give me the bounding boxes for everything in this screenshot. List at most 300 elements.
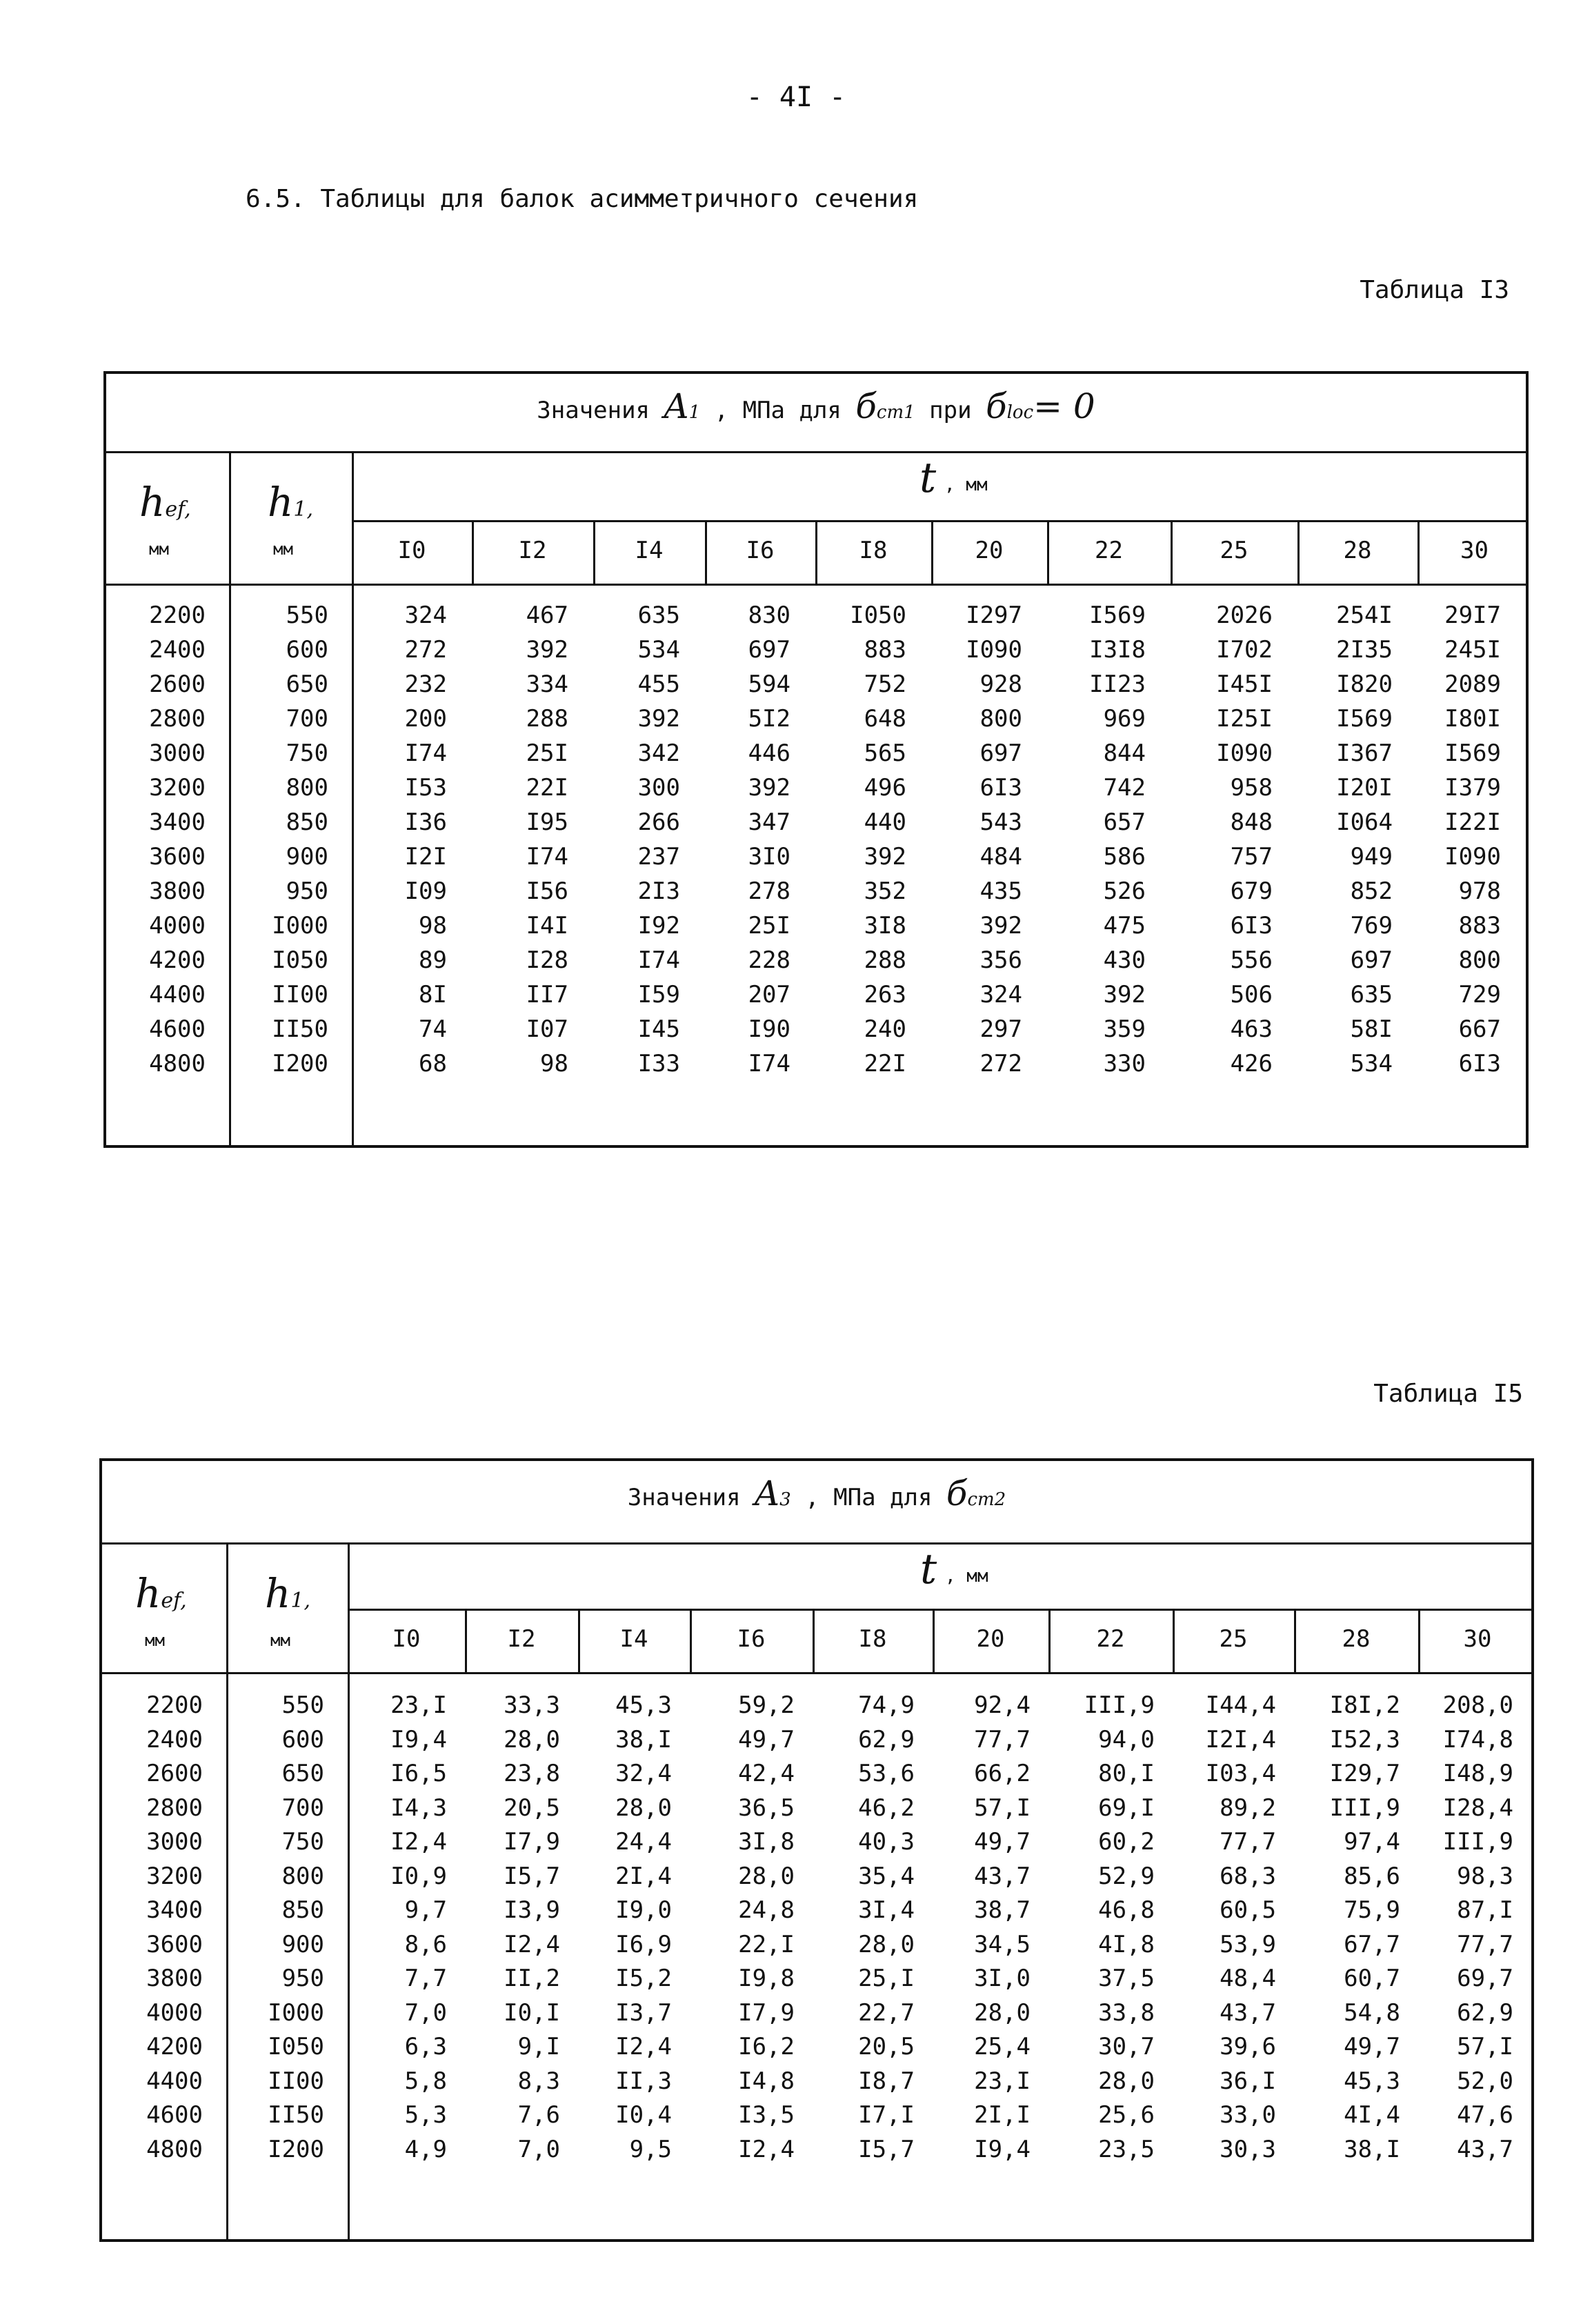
cell-value: 648: [864, 705, 906, 733]
cell-value: I8,7: [858, 2067, 915, 2095]
cell-h1: I000: [272, 912, 328, 940]
cell-value: I4,3: [390, 1794, 447, 1822]
cell-value: 43,7: [974, 1862, 1031, 1890]
cell-hef: 2600: [149, 671, 206, 698]
cell-value: I90: [748, 1015, 790, 1043]
cell-value: 4I,8: [1098, 1930, 1155, 1958]
cell-value: 25I: [748, 912, 790, 940]
cell-value: 475: [1103, 912, 1146, 940]
cell-value: 342: [637, 739, 680, 767]
cell-value: 278: [748, 877, 790, 905]
cell-value: I0,9: [390, 1862, 447, 1890]
cell-value: I53: [404, 774, 447, 802]
cell-value: I820: [1336, 671, 1393, 698]
cell-value: 742: [1103, 774, 1146, 802]
cell-h1: 650: [281, 1760, 324, 1787]
cell-value: 347: [748, 808, 790, 836]
cell-value: 928: [979, 671, 1022, 698]
cell-value: 263: [864, 981, 906, 1009]
cell-value: 52,9: [1098, 1862, 1155, 1890]
cell-value: 2I,I: [974, 2101, 1031, 2129]
cell-value: 22I: [864, 1050, 906, 1077]
cell-value: 667: [1458, 1015, 1501, 1043]
column-header-t: I2: [507, 1625, 536, 1653]
cell-h1: I200: [268, 2135, 324, 2163]
cell-value: I45: [637, 1015, 680, 1043]
cell-value: 25,4: [974, 2033, 1031, 2060]
cell-h1: 750: [281, 1828, 324, 1856]
cell-value: 28,0: [615, 1794, 672, 1822]
cell-value: 356: [979, 946, 1022, 974]
column-header-t: 30: [1463, 1625, 1492, 1653]
cell-value: 24,8: [738, 1896, 795, 1924]
cell-value: 679: [1230, 877, 1273, 905]
cell-value: I95: [526, 808, 568, 836]
cell-value: 4I,4: [1344, 2101, 1400, 2129]
cell-value: I569: [1336, 705, 1393, 733]
cell-hef: 2800: [149, 705, 206, 733]
cell-value: I59: [637, 981, 680, 1009]
cell-value: 37,5: [1098, 1965, 1155, 1992]
cell-value: 6,3: [404, 2033, 447, 2060]
cell-value: I3I8: [1089, 636, 1146, 664]
cell-value: I064: [1336, 808, 1393, 836]
cell-value: I050: [850, 602, 906, 629]
cell-value: 43,7: [1220, 1998, 1276, 2027]
cell-value: 3I,4: [858, 1896, 915, 1924]
cell-h1: 550: [286, 602, 328, 629]
cell-value: 25,6: [1098, 2101, 1155, 2129]
cell-value: 208,0: [1442, 1691, 1513, 1719]
cell-value: 69,7: [1457, 1965, 1513, 1992]
cell-value: 52,0: [1457, 2067, 1513, 2095]
cell-value: 883: [1458, 912, 1501, 940]
cell-value: 54,8: [1344, 1998, 1400, 2027]
column-header-t: 28: [1342, 1625, 1371, 1653]
cell-value: 844: [1103, 739, 1146, 767]
cell-value: 6I3: [1230, 912, 1273, 940]
cell-value: 228: [748, 946, 790, 974]
cell-h1: 550: [281, 1691, 324, 1719]
cell-value: 969: [1103, 705, 1146, 733]
cell-value: 300: [637, 774, 680, 802]
cell-value: 207: [748, 981, 790, 1009]
cell-h1: I200: [272, 1050, 328, 1077]
page-number: - 4I -: [746, 81, 846, 113]
cell-value: II,3: [615, 2067, 672, 2095]
cell-value: 28,0: [738, 1862, 795, 1890]
cell-value: 440: [864, 808, 906, 836]
cell-value: 24,4: [615, 1828, 672, 1856]
cell-hef: 3800: [146, 1965, 203, 1992]
cell-hef: 4400: [149, 981, 206, 1009]
column-header-t: I4: [635, 537, 664, 564]
cell-value: 74,9: [858, 1691, 915, 1719]
cell-value: I3,7: [615, 1998, 672, 2027]
column-header-t: 20: [976, 1625, 1005, 1653]
cell-hef: 3600: [146, 1930, 203, 1958]
cell-hef: 3200: [149, 774, 206, 802]
symbol-a1: A1: [664, 386, 701, 426]
cell-value: 30,7: [1098, 2033, 1155, 2060]
h1-symbol: h1,: [268, 479, 313, 526]
cell-value: 33,3: [504, 1691, 560, 1719]
cell-value: 23,5: [1098, 2135, 1155, 2163]
cell-hef: 4600: [146, 2101, 203, 2129]
cell-value: 85,6: [1344, 1862, 1400, 1890]
cell-value: 9,7: [404, 1896, 447, 1924]
cell-value: 288: [526, 705, 568, 733]
cell-value: 45,3: [1344, 2067, 1400, 2095]
cell-hef: 4800: [146, 2135, 203, 2163]
cell-value: II,2: [504, 1965, 560, 1992]
cell-value: 697: [979, 739, 1022, 767]
cell-value: 272: [404, 636, 447, 664]
cell-value: 949: [1350, 843, 1393, 871]
cell-value: 49,7: [738, 1725, 795, 1754]
cell-value: 883: [864, 636, 906, 664]
cell-h1: 650: [286, 671, 328, 698]
symbol-a3: A3: [755, 1473, 791, 1513]
cell-value: 455: [637, 671, 680, 698]
cell-value: I4I: [526, 912, 568, 940]
cell-hef: 3000: [146, 1828, 203, 1856]
cell-value: I2I,4: [1205, 1725, 1276, 1754]
cell-value: I0,I: [504, 1998, 560, 2027]
cell-value: 5,8: [404, 2067, 447, 2095]
cell-value: 62,9: [1457, 1998, 1513, 2027]
cell-value: I74: [748, 1050, 790, 1077]
cell-value: I5,2: [615, 1965, 672, 1992]
cell-value: 8I: [419, 981, 447, 1009]
cell-value: 254I: [1336, 602, 1393, 629]
cell-value: I2I: [404, 843, 447, 871]
cell-value: 46,8: [1098, 1896, 1155, 1924]
cell-value: 20,5: [504, 1794, 560, 1822]
cell-value: I74: [404, 739, 447, 767]
cell-value: 94,0: [1098, 1725, 1155, 1754]
column-header-t: 22: [1096, 1625, 1125, 1653]
cell-value: I090: [1444, 843, 1501, 871]
cell-hef: 4200: [149, 946, 206, 974]
cell-h1: II00: [268, 2067, 324, 2095]
hef-unit: мм: [145, 1631, 165, 1650]
cell-value: 22,I: [738, 1930, 795, 1958]
cell-hef: 2400: [149, 636, 206, 664]
cell-value: I74: [637, 946, 680, 974]
cell-value: 446: [748, 739, 790, 767]
cell-value: I569: [1089, 602, 1146, 629]
column-header-t: I0: [397, 537, 426, 564]
cell-value: 852: [1350, 877, 1393, 905]
cell-value: 240: [864, 1015, 906, 1043]
cell-value: 39,6: [1220, 2033, 1276, 2060]
caption-divider: [106, 451, 1526, 453]
cell-value: 635: [637, 602, 680, 629]
cell-hef: 4400: [146, 2067, 203, 2095]
cell-value: 58I: [1350, 1015, 1393, 1043]
cell-value: I379: [1444, 774, 1501, 802]
cell-h1: 700: [281, 1794, 324, 1822]
cell-value: 565: [864, 739, 906, 767]
column-header-t: I0: [392, 1625, 421, 1653]
cell-hef: 4000: [146, 1998, 203, 2027]
cell-value: 74: [419, 1015, 447, 1043]
cell-hef: 2600: [146, 1760, 203, 1787]
cell-value: 67,7: [1344, 1930, 1400, 1958]
cell-value: 330: [1103, 1050, 1146, 1077]
header-divider: [106, 584, 1526, 586]
cell-h1: I000: [268, 1998, 324, 2027]
table-15-label: Таблица I5: [1373, 1380, 1523, 1408]
cell-value: 2089: [1444, 671, 1501, 698]
cell-h1: I050: [268, 2033, 324, 2060]
table-13-caption: Значения A1 , МПа для бст1 при бloc= 0: [537, 386, 1095, 426]
symbol-sigma-c1: бст1: [855, 386, 915, 426]
cell-value: 8,3: [517, 2067, 560, 2095]
t-unit: , мм: [944, 475, 988, 495]
cell-value: 45,3: [615, 1691, 672, 1719]
cell-value: 288: [864, 946, 906, 974]
cell-value: I2,4: [738, 2135, 795, 2163]
cell-value: 23,I: [974, 2067, 1031, 2095]
cell-h1: II00: [272, 981, 328, 1009]
cell-hef: 2400: [146, 1725, 203, 1754]
cell-value: I7,9: [504, 1828, 560, 1856]
cell-hef: 2800: [146, 1794, 203, 1822]
cell-value: I6,2: [738, 2033, 795, 2060]
cell-value: III,9: [1084, 1691, 1155, 1719]
cell-value: 657: [1103, 808, 1146, 836]
t-symbol: t: [919, 454, 937, 502]
cell-value: I3,5: [738, 2101, 795, 2129]
cell-hef: 3400: [149, 808, 206, 836]
cell-value: 3I8: [864, 912, 906, 940]
cell-value: 543: [979, 808, 1022, 836]
cell-value: 30,3: [1220, 2135, 1276, 2163]
cell-value: 978: [1458, 877, 1501, 905]
cell-value: 20,5: [858, 2033, 915, 2060]
cell-value: 53,6: [858, 1760, 915, 1787]
cell-value: I03,4: [1205, 1760, 1276, 1787]
column-header-t: 30: [1460, 537, 1489, 564]
cell-value: 87,I: [1457, 1896, 1513, 1924]
column-header-t: I4: [619, 1625, 648, 1653]
hef-symbol: hef,: [135, 1570, 187, 1617]
cell-h1: 950: [281, 1965, 324, 1992]
cell-h1: 950: [286, 877, 328, 905]
cell-value: 266: [637, 808, 680, 836]
cell-value: I367: [1336, 739, 1393, 767]
cell-value: 22,7: [858, 1998, 915, 2027]
cell-value: 66,2: [974, 1760, 1031, 1787]
cell-h1: 600: [286, 636, 328, 664]
cell-value: 42,4: [738, 1760, 795, 1787]
col-divider: [226, 1542, 228, 2239]
cell-value: I090: [1216, 739, 1273, 767]
cell-value: 60,2: [1098, 1828, 1155, 1856]
cell-value: 5I2: [748, 705, 790, 733]
cell-value: I48,9: [1442, 1760, 1513, 1787]
cell-value: 35,4: [858, 1862, 915, 1890]
cell-value: 9,I: [517, 2033, 560, 2060]
cell-hef: 4200: [146, 2033, 203, 2060]
cell-value: I569: [1444, 739, 1501, 767]
cell-value: 237: [637, 843, 680, 871]
cell-h1: 900: [286, 843, 328, 871]
cell-value: I09: [404, 877, 447, 905]
cell-h1: II50: [268, 2101, 324, 2129]
cell-value: 635: [1350, 981, 1393, 1009]
cell-value: 359: [1103, 1015, 1146, 1043]
cell-value: 69,I: [1098, 1794, 1155, 1822]
cell-value: 697: [1350, 946, 1393, 974]
t-unit: , мм: [945, 1566, 988, 1587]
cell-value: 200: [404, 705, 447, 733]
cell-value: 496: [864, 774, 906, 802]
cell-value: 334: [526, 671, 568, 698]
cell-value: 729: [1458, 981, 1501, 1009]
column-header-t: 25: [1219, 1625, 1248, 1653]
cell-value: I07: [526, 1015, 568, 1043]
cell-hef: 3200: [146, 1862, 203, 1890]
cell-value: 28,0: [974, 1998, 1031, 2027]
cell-value: 77,7: [1220, 1828, 1276, 1856]
cell-value: 3I,0: [974, 1965, 1031, 1992]
cell-value: 49,7: [974, 1828, 1031, 1856]
cell-value: 9,5: [629, 2135, 672, 2163]
cell-value: 57,I: [974, 1794, 1031, 1822]
cell-value: 28,0: [1098, 2067, 1155, 2095]
cell-h1: 900: [281, 1930, 324, 1958]
cell-value: 324: [404, 602, 447, 629]
cell-value: 958: [1230, 774, 1273, 802]
hef-unit: мм: [149, 539, 169, 559]
cell-value: 89,2: [1220, 1794, 1276, 1822]
cell-value: I28: [526, 946, 568, 974]
cell-value: 5,3: [404, 2101, 447, 2129]
column-header-t: I2: [518, 537, 547, 564]
cell-hef: 2200: [149, 602, 206, 629]
cell-value: 463: [1230, 1015, 1273, 1043]
cell-value: 426: [1230, 1050, 1273, 1077]
cell-value: 77,7: [1457, 1930, 1513, 1958]
cell-value: I8I,2: [1329, 1691, 1400, 1719]
cell-value: 33,0: [1220, 2101, 1276, 2129]
cell-value: 3I,8: [738, 1828, 795, 1856]
cell-value: I92: [637, 912, 680, 940]
t-divider: [352, 520, 1526, 522]
cell-value: I9,4: [390, 1725, 447, 1754]
cell-h1: II50: [272, 1015, 328, 1043]
column-header-t: 25: [1220, 537, 1248, 564]
header-divider: [102, 1672, 1531, 1674]
cell-value: 534: [637, 636, 680, 664]
cell-value: I45I: [1216, 671, 1273, 698]
cell-value: 38,I: [615, 1725, 672, 1754]
cell-value: 28,0: [504, 1725, 560, 1754]
cell-value: III,9: [1329, 1794, 1400, 1822]
cell-value: I5,7: [504, 1862, 560, 1890]
cell-hef: 4800: [149, 1050, 206, 1077]
cell-value: 36,5: [738, 1794, 795, 1822]
h1-symbol: h1,: [265, 1570, 310, 1617]
cell-value: 4,9: [404, 2135, 447, 2163]
cell-value: 6I3: [979, 774, 1022, 802]
cell-value: I702: [1216, 636, 1273, 664]
cell-value: 23,I: [390, 1691, 447, 1719]
cell-value: 245I: [1444, 636, 1501, 664]
cell-value: 594: [748, 671, 790, 698]
cell-h1: 800: [286, 774, 328, 802]
cell-value: 2I35: [1336, 636, 1393, 664]
cell-value: 57,I: [1457, 2033, 1513, 2060]
cell-h1: 750: [286, 739, 328, 767]
cell-value: 29I7: [1444, 602, 1501, 629]
cell-value: 38,7: [974, 1896, 1031, 1924]
cell-value: 392: [748, 774, 790, 802]
cell-value: 59,2: [738, 1691, 795, 1719]
cell-value: I7,9: [738, 1998, 795, 2027]
cell-value: 6I3: [1458, 1050, 1501, 1077]
section-title: 6.5. Таблицы для балок асимметричного сечения: [246, 185, 919, 213]
cell-value: 848: [1230, 808, 1273, 836]
table-15-caption: Значения A3 , МПа для бст2: [627, 1473, 1006, 1513]
cell-h1: 700: [286, 705, 328, 733]
table-13: [103, 371, 1529, 1148]
cell-value: I090: [966, 636, 1022, 664]
column-header-t: I6: [737, 1625, 766, 1653]
cell-value: I9,0: [615, 1896, 672, 1924]
h1-unit: мм: [270, 1631, 290, 1650]
cell-value: 534: [1350, 1050, 1393, 1077]
cell-hef: 4600: [149, 1015, 206, 1043]
cell-value: 830: [748, 602, 790, 629]
cell-value: I0,4: [615, 2101, 672, 2129]
cell-value: 98: [540, 1050, 568, 1077]
cell-value: 7,6: [517, 2101, 560, 2129]
cell-value: 49,7: [1344, 2033, 1400, 2060]
cell-value: 43,7: [1457, 2135, 1513, 2163]
cell-value: 556: [1230, 946, 1273, 974]
cell-value: 60,7: [1344, 1965, 1400, 1992]
column-header-t: 28: [1343, 537, 1372, 564]
cell-value: 526: [1103, 877, 1146, 905]
cell-value: I4,8: [738, 2067, 795, 2095]
cell-value: 467: [526, 602, 568, 629]
caption-divider: [102, 1542, 1531, 1545]
cell-value: 2I3: [637, 877, 680, 905]
cell-value: 232: [404, 671, 447, 698]
cell-value: 392: [637, 705, 680, 733]
cell-value: I9,4: [974, 2135, 1031, 2163]
cell-value: 2I,4: [615, 1862, 672, 1890]
cell-hef: 3000: [149, 739, 206, 767]
cell-value: 53,9: [1220, 1930, 1276, 1958]
cell-value: I2,4: [390, 1828, 447, 1856]
table-15: [99, 1458, 1534, 2242]
cell-value: 75,9: [1344, 1896, 1400, 1924]
cell-value: 392: [1103, 981, 1146, 1009]
cell-value: 33,8: [1098, 1998, 1155, 2027]
cell-value: 7,0: [517, 2135, 560, 2163]
cell-value: 34,5: [974, 1930, 1031, 1958]
cell-value: 800: [1458, 946, 1501, 974]
column-header-t: 22: [1095, 537, 1123, 564]
cell-hef: 3800: [149, 877, 206, 905]
cell-value: I297: [966, 602, 1022, 629]
cell-value: I36: [404, 808, 447, 836]
